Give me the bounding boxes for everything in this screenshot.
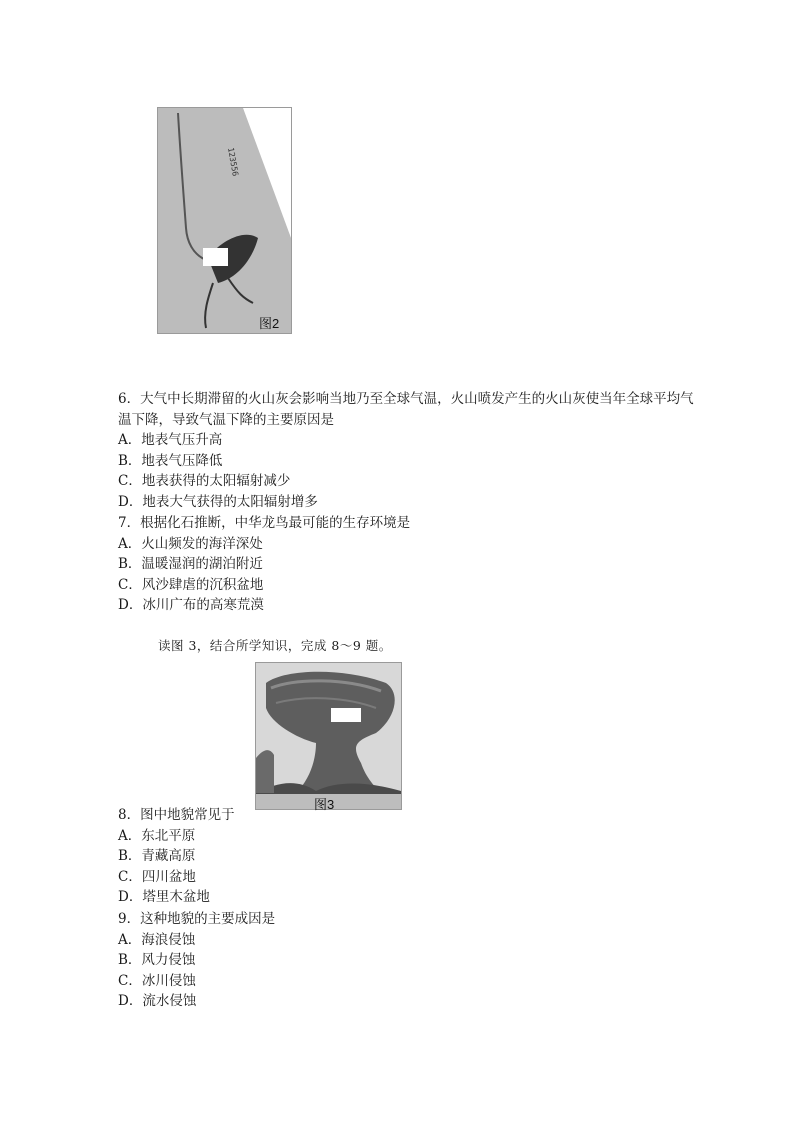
question-6-option-c: C．地表获得的太阳辐射减少 [118,473,291,490]
question-6-option-d: D．地表大气获得的太阳辐射增多 [118,493,318,510]
question-6-stem: 6．大气中长期滞留的火山灰会影响当地乃至全球气温，火山喷发产生的火山灰使当年全球平均气温下降，导致气温下降的主要原因是 [118,391,694,428]
fossil-image [158,108,291,333]
section-intro: 读图 3，结合所学知识，完成 8～9 题。 [158,638,392,653]
rock-image [256,663,401,809]
question-9 [118,909,698,1012]
question-9-stem: 9．这种地貌的主要成因是 [118,911,276,927]
question-9-option-a: A．海浪侵蚀 [118,931,196,948]
figure-3-rock-photo [255,662,402,810]
question-7 [118,513,698,616]
question-7-stem: 7．根据化石推断，中华龙鸟最可能的生存环境是 [118,515,411,531]
question-6-option-a: A．地表气压升高 [118,432,223,449]
question-8 [118,805,698,908]
figure-3-label: 图3 [314,797,335,812]
question-7-option-d: D．冰川广布的高寒荒漠 [118,597,264,614]
question-8-option-a: A．东北平原 [118,827,196,844]
question-9-option-c: C．冰川侵蚀 [118,972,196,989]
question-8-option-d: D．塔里木盆地 [118,889,210,906]
question-8-option-b: B．青藏高原 [118,848,196,865]
question-9-option-b: B．风力侵蚀 [118,952,196,969]
question-6-option-b: B．地表气压降低 [118,452,223,469]
question-8-stem: 8．图中地貌常见于 [118,807,235,823]
figure-2-fossil-photo [157,107,292,334]
question-9-option-d: D．流水侵蚀 [118,993,197,1010]
question-7-option-a: A．火山频发的海洋深处 [118,535,263,552]
question-8-option-c: C．四川盆地 [118,868,196,885]
question-6 [118,389,698,513]
svg-text:123556: 123556 [226,146,240,177]
question-7-option-b: B．温暖湿润的湖泊附近 [118,556,263,573]
question-7-option-c: C．风沙肆虐的沉积盆地 [118,576,264,593]
figure-2-label: 图2 [259,316,280,331]
